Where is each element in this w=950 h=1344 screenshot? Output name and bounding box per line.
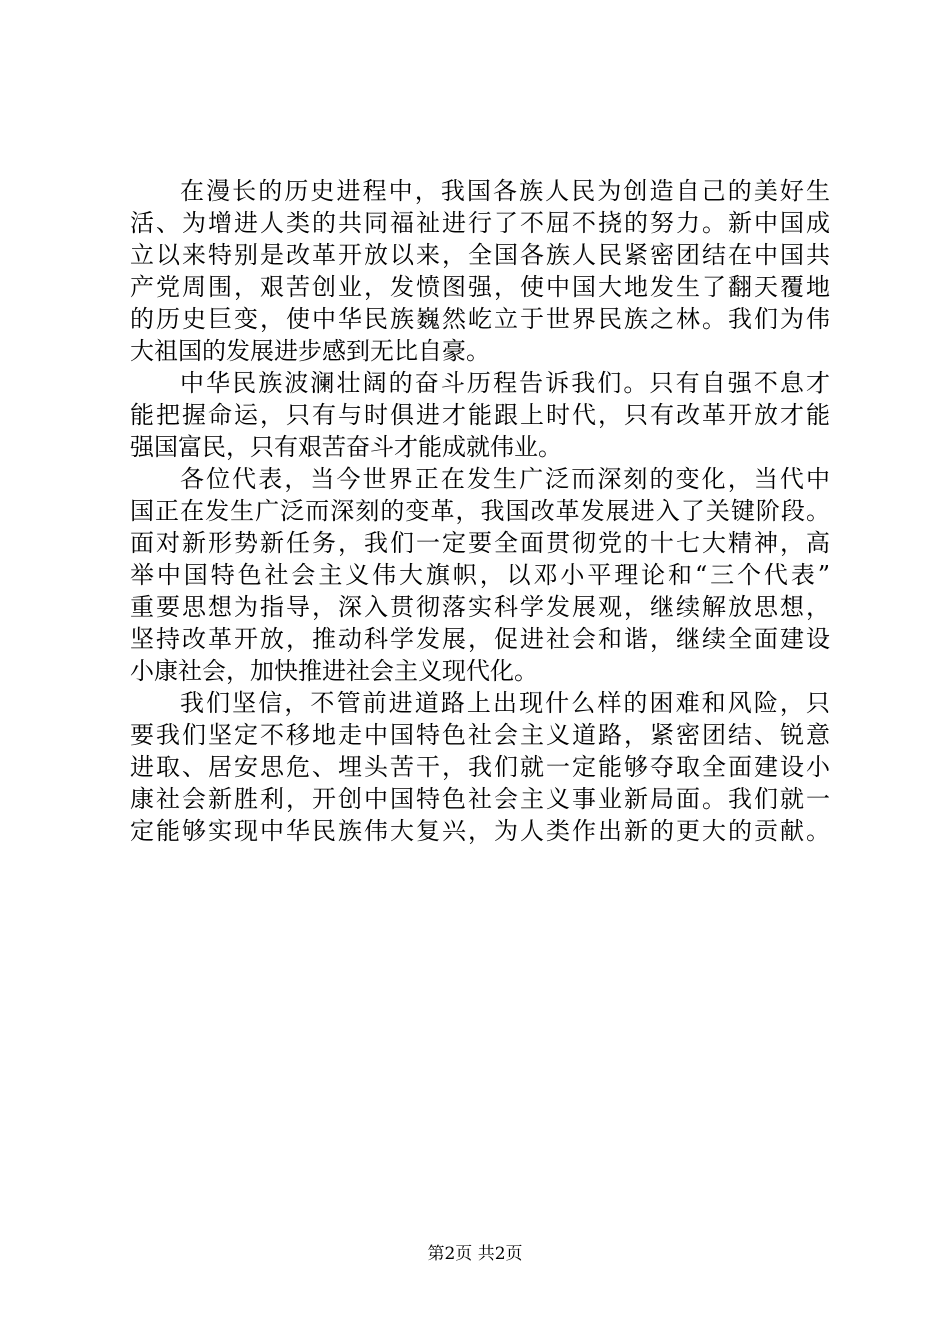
text-line: 国正在发生广泛而深刻的变革，我国改革发展进入了关键阶段。 — [130, 497, 830, 525]
text-line: 的历史巨变，使中华民族巍然屹立于世界民族之林。我们为伟 — [130, 305, 830, 333]
text-line: 重要思想为指导，深入贯彻落实科学发展观，继续解放思想， — [130, 593, 830, 621]
paragraph-3 — [130, 463, 830, 687]
text-line: 坚持改革开放，推动科学发展，促进社会和谐，继续全面建设 — [130, 625, 830, 653]
text-line: 面对新形势新任务，我们一定要全面贯彻党的十七大精神，高 — [130, 529, 830, 557]
text-line: 我们坚信，不管前进道路上出现什么样的困难和风险，只 — [180, 689, 830, 717]
text-line: 进取、居安思危、埋头苦干，我们就一定能够夺取全面建设小 — [130, 753, 830, 781]
text-line: 强国富民，只有艰苦奋斗才能成就伟业。 — [130, 433, 562, 461]
text-line: 康社会新胜利，开创中国特色社会主义事业新局面。我们就一 — [130, 785, 830, 813]
text-line: 活、为增进人类的共同福祉进行了不屈不挠的努力。新中国成 — [130, 209, 830, 237]
page-indicator: 第2页 共2页 — [427, 1244, 523, 1264]
text-line: 中华民族波澜壮阔的奋斗历程告诉我们。只有自强不息才 — [180, 369, 830, 397]
text-line: 小康社会，加快推进社会主义现代化。 — [130, 657, 538, 685]
text-line: 立以来特别是改革开放以来，全国各族人民紧密团结在中国共 — [130, 241, 830, 269]
text-line: 大祖国的发展进步感到无比自豪。 — [130, 337, 490, 365]
text-line: 产党周围，艰苦创业，发愤图强，使中国大地发生了翻天覆地 — [130, 273, 830, 301]
page-footer — [0, 1244, 950, 1264]
text-line: 举中国特色社会主义伟大旗帜，以邓小平理论和“三个代表” — [130, 561, 830, 589]
paragraph-1 — [130, 175, 830, 367]
paragraph-4 — [130, 687, 830, 847]
text-line: 定能够实现中华民族伟大复兴，为人类作出新的更大的贡献。 — [130, 817, 830, 845]
text-line: 能把握命运，只有与时俱进才能跟上时代，只有改革开放才能 — [130, 401, 830, 429]
text-line: 在漫长的历史进程中，我国各族人民为创造自己的美好生 — [180, 177, 830, 205]
document-body — [130, 175, 830, 847]
paragraph-2 — [130, 367, 830, 463]
text-line: 各位代表，当今世界正在发生广泛而深刻的变化，当代中 — [180, 465, 830, 493]
text-line: 要我们坚定不移地走中国特色社会主义道路，紧密团结、锐意 — [130, 721, 830, 749]
